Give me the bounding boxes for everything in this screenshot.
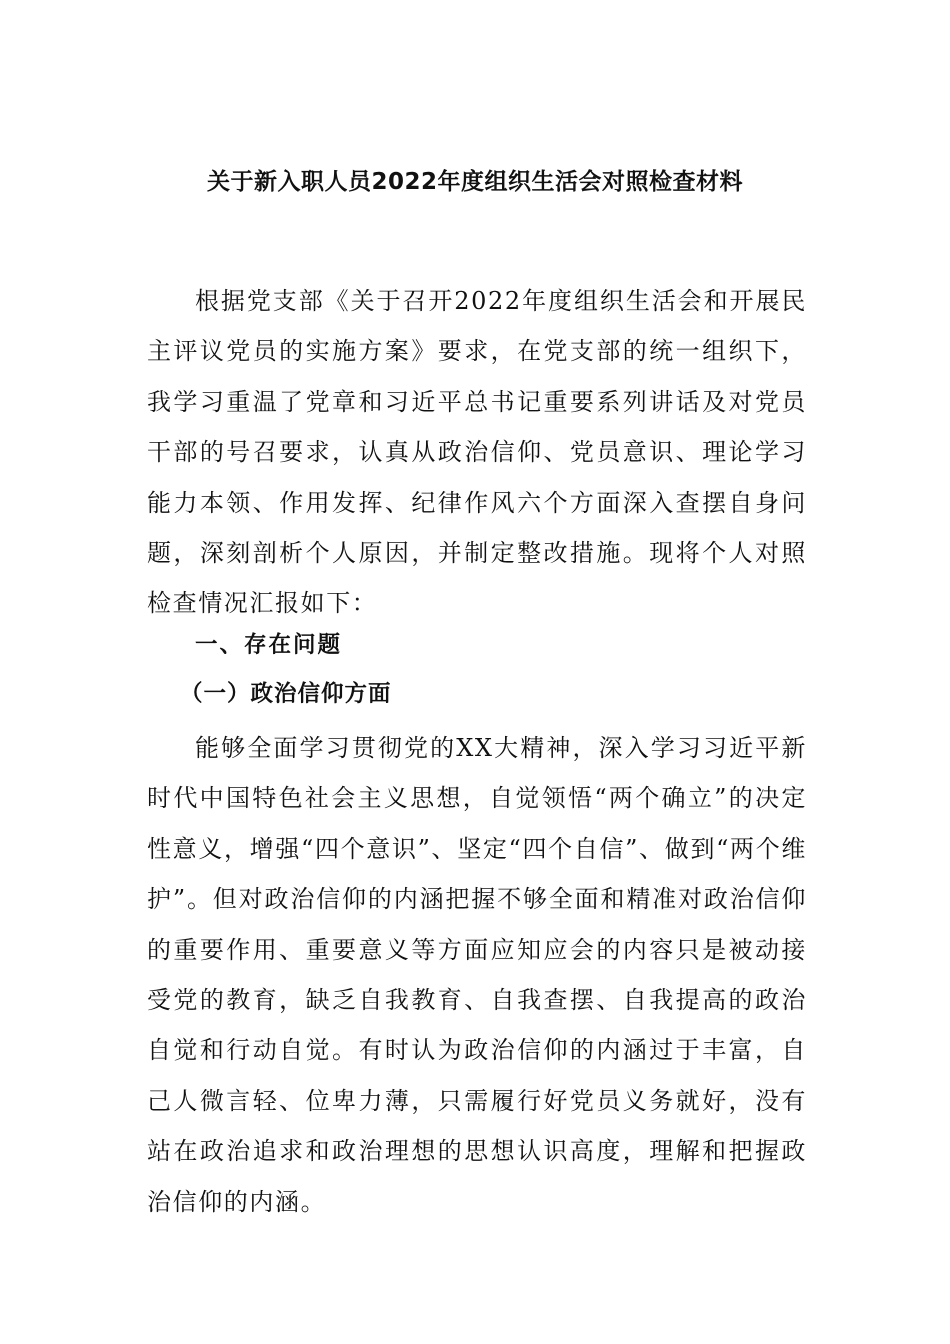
document-title: 关于新入职人员2022年度组织生活会对照检查材料 (206, 169, 743, 195)
political-belief-paragraph: 能够全面学习贯彻党的XX大精神，深入学习习近平新时代中国特色社会主义思想，自觉领悟“两个确立”的决定性意义，增强“四个意识”、坚定“四个自信”、做到“两个维护”。但对政治信仰的内涵把握不够全面和精准对政治信仰的重要作用、重要意义等方面应知应会的内容只是被动接受党的教育，缺乏自我教育、自我查摆、自我提高的政治自觉和行动自觉。有时认为政治信仰的内涵过于丰富，自己人微言轻、位卑力薄，只需履行好党员义务就好，没有站在政治追求和政治理想的思想认识高度，理解和把握政治信仰的内涵。 (147, 734, 807, 1216)
subsection-heading-political-belief: （一）政治信仰方面 (180, 681, 392, 707)
intro-paragraph: 根据党支部《关于召开2022年度组织生活会和开展民主评议党员的实施方案》要求，在党支部的统一组织下，我学习重温了党章和习近平总书记重要系列讲话及对党员干部的号召要求，认真从政治信仰、党员意识、理论学习能力本领、作用发挥、纪律作风六个方面深入查摆自身问题，深刻剖析个人原因，并制定整改措施。现将个人对照检查情况汇报如下： (147, 287, 807, 618)
section-heading-existing-problems: 一、存在问题 (195, 632, 343, 658)
